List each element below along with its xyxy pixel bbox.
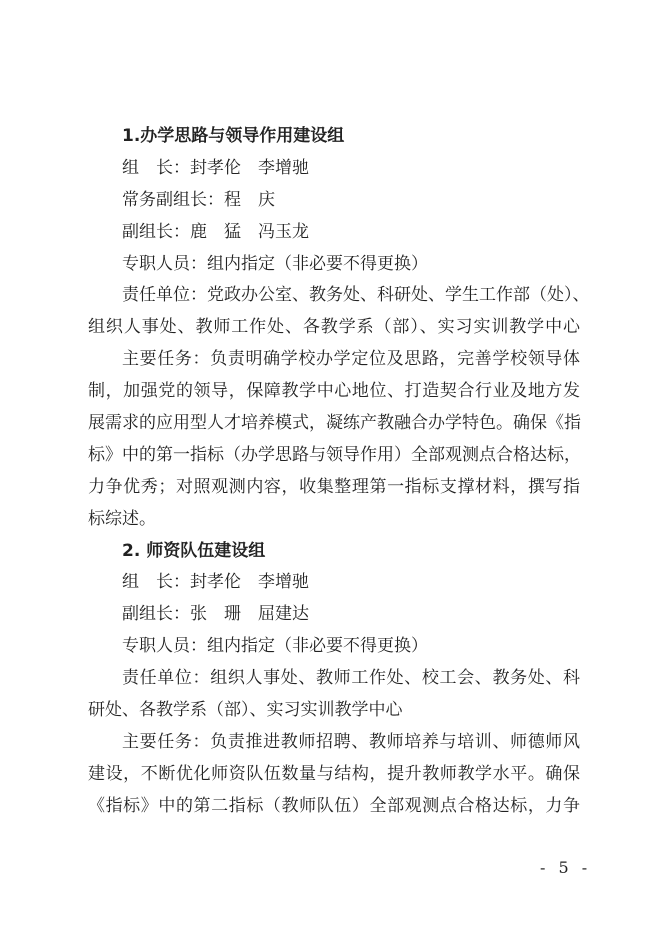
tasks-line: 标》中的第一指标（办学思路与领导作用）全部观测点合格达标， xyxy=(88,444,581,465)
units-line: 组织人事处、教师工作处、各教学系（部）、实习实训教学中心 xyxy=(88,317,580,338)
units-line: 研处、各教学系（部）、实习实训教学中心 xyxy=(88,700,403,721)
deputy-line: 副组长：鹿 猛 冯玉龙 xyxy=(122,221,309,242)
exec-deputy-line: 常务副组长：程 庆 xyxy=(122,189,275,210)
tasks-line: 建设，不断优化师资队伍数量与结构，提升教师教学水平。确保 xyxy=(88,763,580,784)
tasks-line: 展需求的应用型人才培养模式，凝练产教融合办学特色。确保《指 xyxy=(88,413,581,434)
page-number: - 5 - xyxy=(540,858,592,877)
tasks-line: 标综述。 xyxy=(88,508,156,529)
document-page xyxy=(0,121,662,823)
section-heading: 1.办学思路与领导作用建设组 xyxy=(122,126,345,146)
units-line: 责任单位：组织人事处、教师工作处、校工会、教务处、科 xyxy=(122,668,580,689)
tasks-line: 主要任务：负责明确学校办学定位及思路，完善学校领导体 xyxy=(122,349,580,370)
units-line: 责任单位：党政办公室、教务处、科研处、学生工作部（处）、 xyxy=(122,285,590,306)
staff-line: 专职人员：组内指定（非必要不得更换） xyxy=(122,253,428,274)
section-heading: 2. 师资队伍建设组 xyxy=(122,540,266,561)
leader-line: 组 长：封孝伦 李增驰 xyxy=(122,572,309,593)
tasks-line: 力争优秀；对照观测内容，收集整理第一指标支撑材料，撰写指 xyxy=(88,476,580,497)
staff-line: 专职人员：组内指定（非必要不得更换） xyxy=(122,636,428,657)
deputy-line: 副组长：张 珊 屈建达 xyxy=(122,604,309,625)
tasks-line: 《指标》中的第二指标（教师队伍）全部观测点合格达标，力争 xyxy=(88,795,580,816)
leader-line: 组 长：封孝伦 李增驰 xyxy=(122,157,309,178)
tasks-line: 制，加强党的领导，保障教学中心地位、打造契合行业及地方发 xyxy=(88,381,580,402)
tasks-line: 主要任务：负责推进教师招聘、教师培养与培训、师德师风 xyxy=(122,731,580,752)
